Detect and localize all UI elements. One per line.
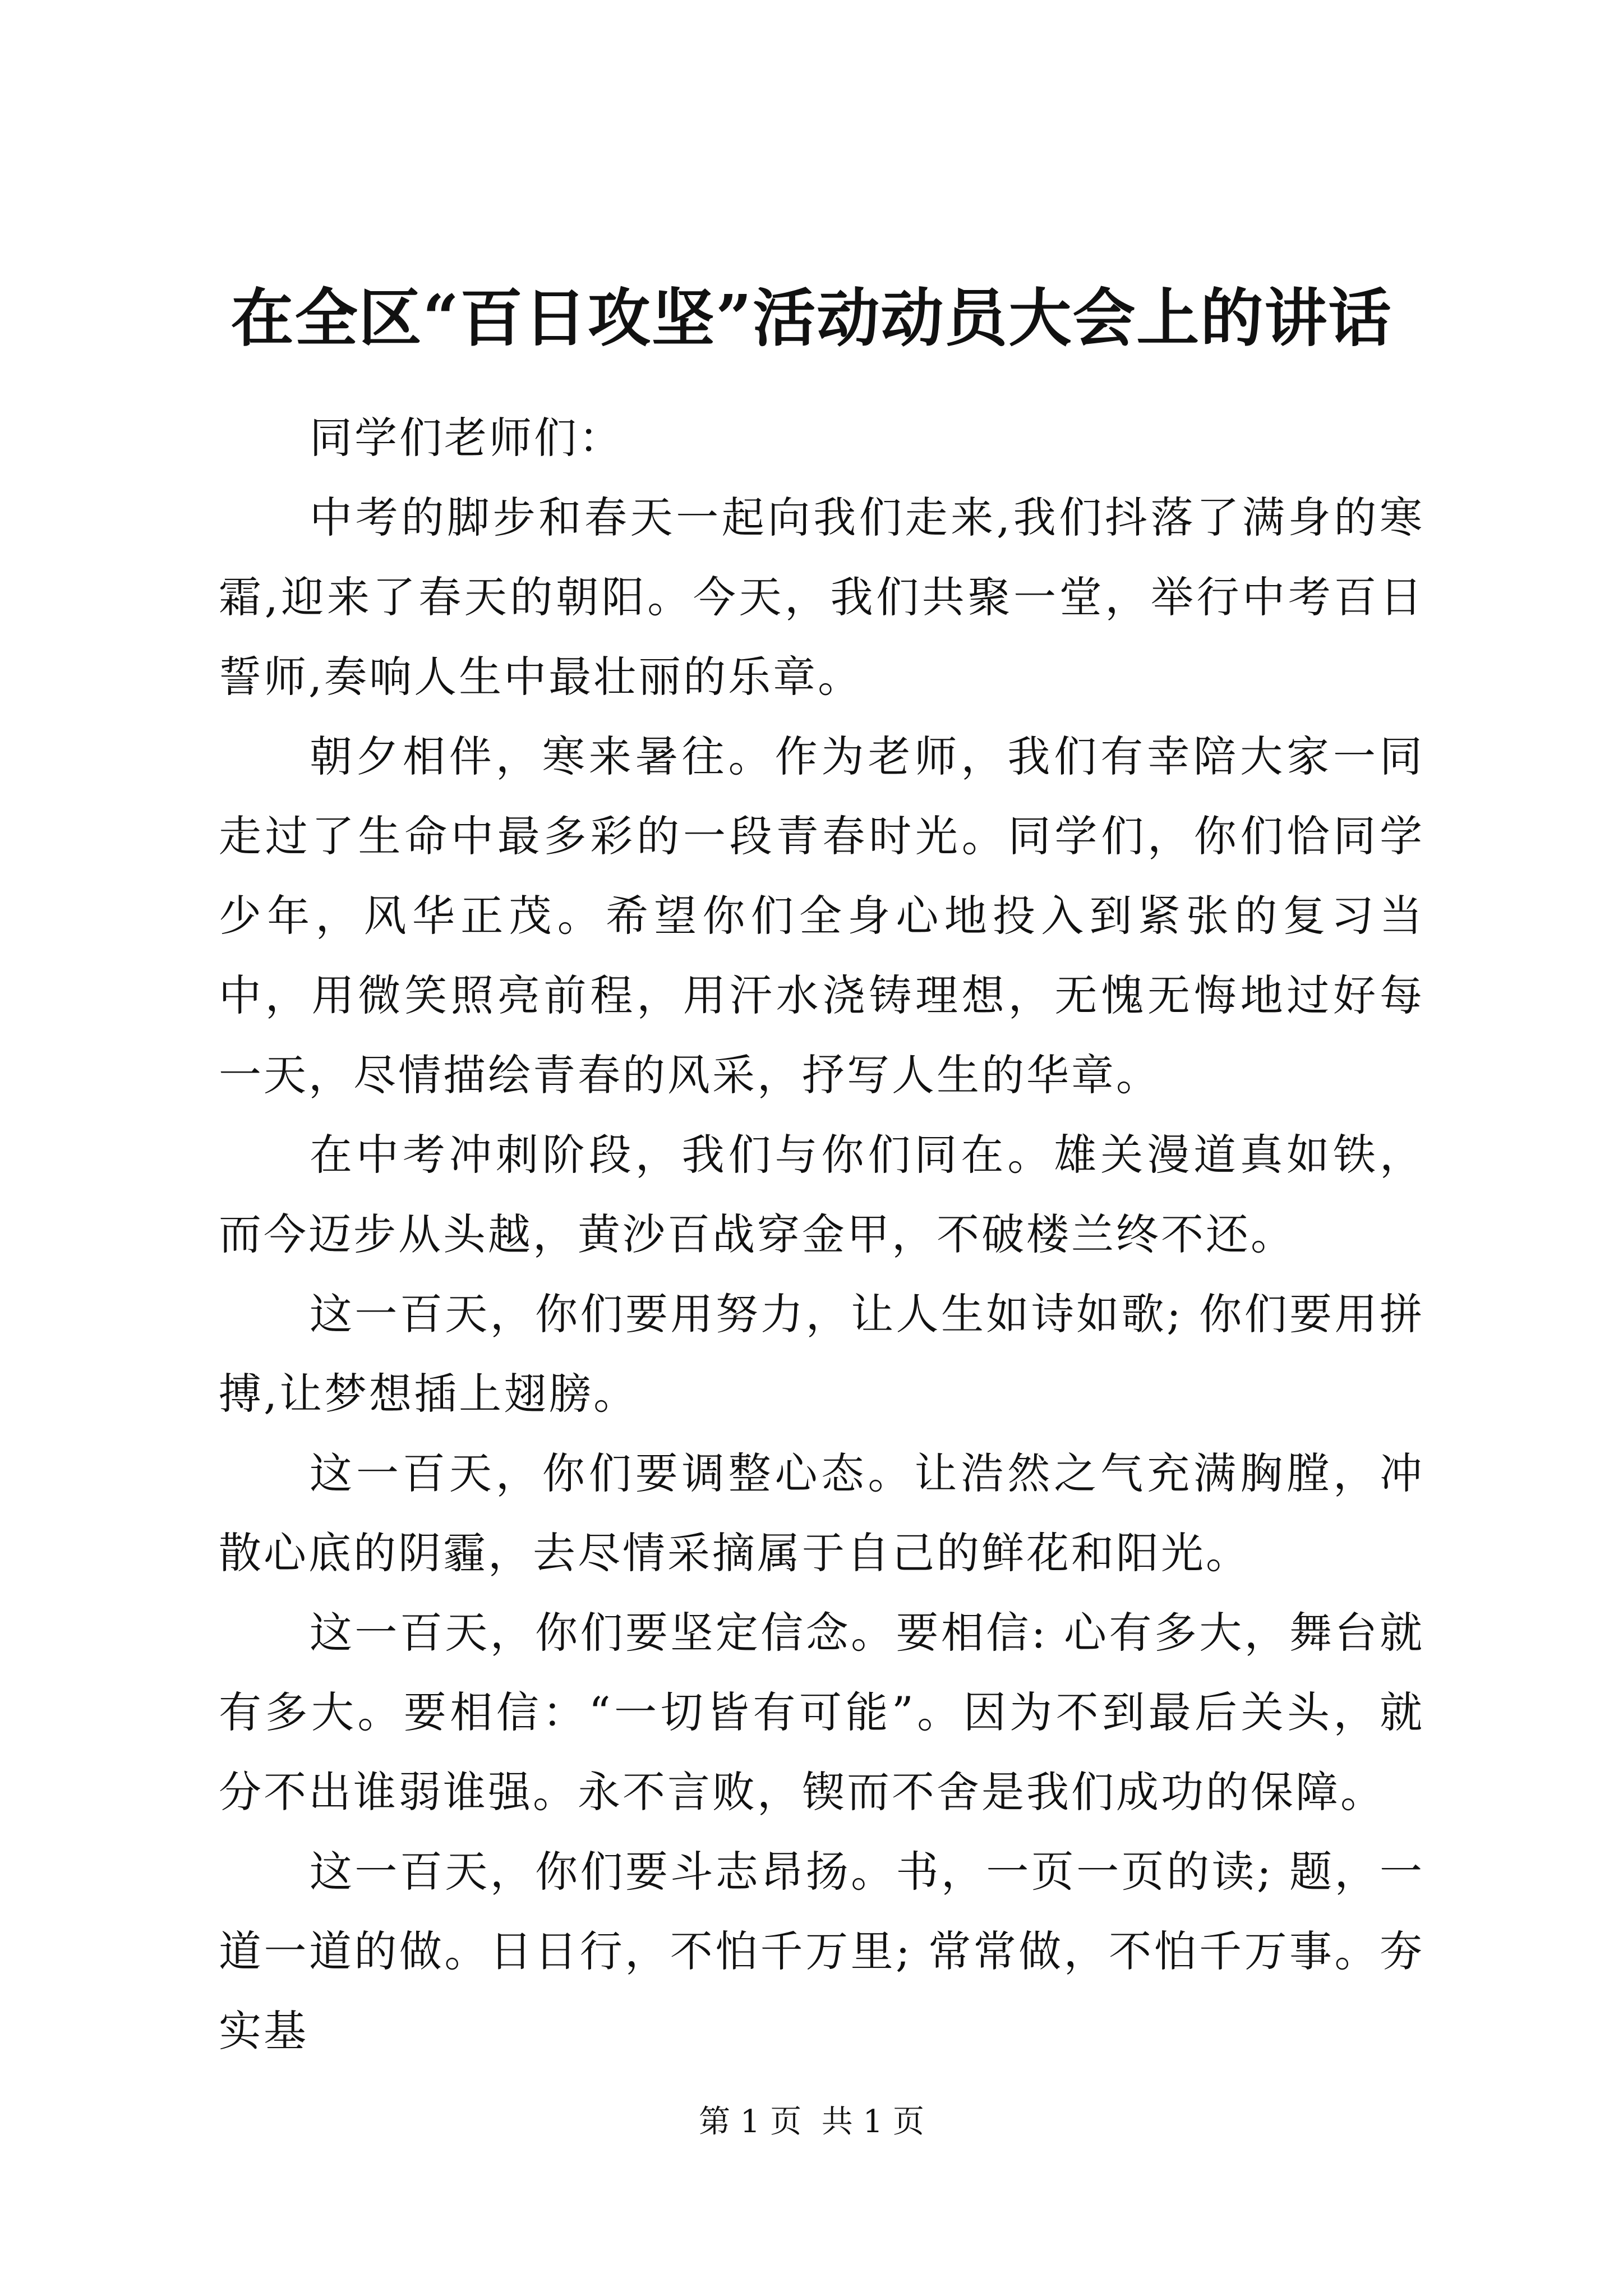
document-title: 在全区“百日攻坚”活动动员大会上的讲话 — [230, 282, 1393, 355]
paragraph: 朝夕相伴，寒来暑往。作为老师，我们有幸陪大家一同走过了生命中最多彩的一段青春时光。同学们，你们恰同学少年，风华正茂。希望你们全身心地投入到紧张的复习当中，用微笑照亮前程，用汗水浇铸理想，无愧无悔地过好每一天，尽情描绘青春的风采，抒写人生的华章。 — [219, 731, 1424, 1100]
page-footer: 第 1 页 共 1 页 — [698, 2104, 925, 2140]
paragraph: 在中考冲刺阶段，我们与你们同在。雄关漫道真如铁，而今迈步从头越，黄沙百战穿金甲，不破楼兰终不还。 — [219, 1130, 1424, 1259]
salutation: 同学们老师们： — [310, 413, 624, 463]
paragraph: 这一百天，你们要坚定信念。要相信: 心有多大，舞台就有多大。要相信：“一切皆有可能”。因为不到最后关头，就分不出谁弱谁强。永不言败，锲而不舍是我们成功的保障。 — [219, 1608, 1424, 1817]
paragraph: 这一百天，你们要调整心态。让浩然之气充满胸膛，冲散心底的阴霾，去尽情采摘属于自己的鲜花和阳光。 — [219, 1448, 1424, 1578]
paragraph: 这一百天，你们要用努力，让人生如诗如歌; 你们要用拼搏,让梦想插上翅膀。 — [219, 1289, 1424, 1419]
paragraph: 中考的脚步和春天一起向我们走来,我们抖落了满身的寒霜,迎来了春天的朝阳。今天，我们共聚一堂，举行中考百日誓师,奏响人生中最壮丽的乐章。 — [219, 493, 1424, 702]
document-body — [219, 398, 1424, 2071]
paragraph: 这一百天，你们要斗志昂扬。书，一页一页的读; 题，一道一道的做。日日行，不怕千万里; 常常做，不怕千万事。夯实基 — [219, 1847, 1424, 2056]
